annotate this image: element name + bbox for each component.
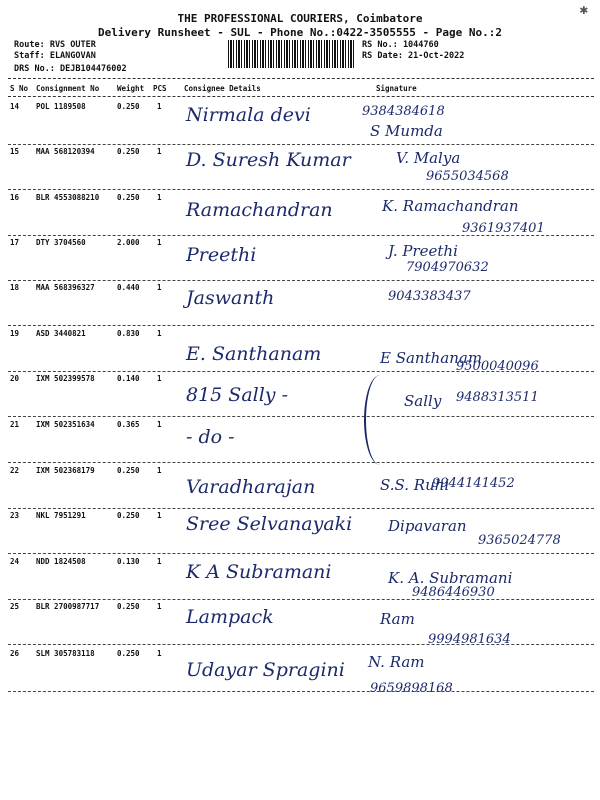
- cell-cons: IXM 502368179: [36, 466, 95, 475]
- cell-weight: 0.250: [117, 511, 140, 520]
- cell-sno: 25: [10, 602, 20, 611]
- route-label: Route: RVS OUTER: [14, 40, 96, 50]
- consignee-name: - do -: [186, 426, 235, 448]
- row-separator: [8, 462, 594, 463]
- signature-text: S Mumda: [370, 122, 443, 140]
- cell-sno: 14: [10, 102, 20, 111]
- phone-number: 9043383437: [388, 289, 471, 304]
- cell-sno: 17: [10, 238, 20, 247]
- cell-cons: POL 1189508: [36, 102, 86, 111]
- signature-text: Sally: [404, 392, 442, 410]
- signature-text: Ram: [380, 610, 415, 628]
- cell-cons: ASD 3440821: [36, 329, 86, 338]
- cell-weight: 0.365: [117, 420, 140, 429]
- cell-pcs: 1: [157, 147, 162, 156]
- consignee-name: K A Subramani: [186, 561, 332, 583]
- col-sno: S No: [10, 84, 29, 93]
- cell-sno: 26: [10, 649, 20, 658]
- cell-cons: DTY 3704560: [36, 238, 86, 247]
- signature-text: N. Ram: [368, 653, 425, 671]
- cell-weight: 0.250: [117, 649, 140, 658]
- row-separator: [8, 280, 594, 281]
- staff-label: Staff: ELANGOVAN: [14, 51, 96, 61]
- consignee-name: Jaswanth: [186, 287, 275, 309]
- cell-pcs: 1: [157, 102, 162, 111]
- cell-weight: 0.250: [117, 102, 140, 111]
- cell-cons: BLR 4553088210: [36, 193, 100, 202]
- cell-cons: MAA 568396327: [36, 283, 95, 292]
- cell-sno: 23: [10, 511, 20, 520]
- cell-weight: 0.130: [117, 557, 140, 566]
- cell-sno: 19: [10, 329, 20, 338]
- cell-pcs: 1: [157, 329, 162, 338]
- cell-sno: 21: [10, 420, 20, 429]
- cell-pcs: 1: [157, 283, 162, 292]
- row-separator: [8, 644, 594, 645]
- consignee-name: Nirmala devi: [186, 104, 311, 126]
- cell-sno: 18: [10, 283, 20, 292]
- signature-text: K. A. Subramani: [388, 569, 513, 587]
- signature-text: V. Malya: [396, 149, 461, 167]
- phone-number: 9659898168: [370, 681, 453, 696]
- cell-pcs: 1: [157, 238, 162, 247]
- consignee-name: Preethi: [186, 244, 257, 266]
- phone-number: 7904970632: [406, 260, 489, 275]
- header-rule-top: [8, 78, 594, 79]
- consignee-name: D. Suresh Kumar: [186, 149, 351, 171]
- row-separator: [8, 416, 594, 417]
- cell-weight: 0.250: [117, 193, 140, 202]
- cell-sno: 22: [10, 466, 20, 475]
- signature-text: J. Preethi: [388, 242, 458, 260]
- bracket-mark: [364, 375, 396, 465]
- signature-text: K. Ramachandran: [382, 197, 519, 215]
- cell-weight: 0.250: [117, 147, 140, 156]
- phone-number: 9500040096: [456, 359, 539, 374]
- cell-pcs: 1: [157, 374, 162, 383]
- col-consignee: Consignee Details: [184, 84, 261, 93]
- row-separator: [8, 144, 594, 145]
- rs-date: RS Date: 21-Oct-2022: [362, 51, 465, 61]
- cell-pcs: 1: [157, 649, 162, 658]
- drs-number: DRS No.: DEJB104476002: [14, 64, 127, 74]
- phone-number: 9655034568: [426, 169, 509, 184]
- cell-pcs: 1: [157, 420, 162, 429]
- cell-cons: IXM 502351634: [36, 420, 95, 429]
- cell-pcs: 1: [157, 193, 162, 202]
- consignee-name: Udayar Spragini: [186, 659, 345, 681]
- cell-pcs: 1: [157, 466, 162, 475]
- phone-number: 9361937401: [462, 221, 545, 236]
- phone-number: 9944141452: [432, 476, 515, 491]
- row-separator: [8, 235, 594, 236]
- signature-text: S.S. Ruhi: [380, 476, 450, 494]
- consignee-name: E. Santhanam: [186, 343, 322, 365]
- signature-text: Dipavaran: [388, 517, 467, 535]
- document-subtitle: Delivery Runsheet - SUL - Phone No.:0422-3505555 - Page No.:2: [98, 26, 502, 39]
- cell-cons: BLR 2700987717: [36, 602, 100, 611]
- signature-text: E Santhanam: [380, 349, 483, 367]
- cell-sno: 20: [10, 374, 20, 383]
- document-title: THE PROFESSIONAL COURIERS, Coimbatore: [177, 12, 423, 25]
- cell-weight: 0.250: [117, 602, 140, 611]
- cell-weight: 0.830: [117, 329, 140, 338]
- cell-weight: 0.140: [117, 374, 140, 383]
- consignee-name: 815 Sally -: [186, 384, 288, 406]
- consignee-name: Ramachandran: [186, 199, 333, 221]
- cell-sno: 24: [10, 557, 20, 566]
- col-consignment: Consignment No: [36, 84, 100, 93]
- row-separator: [8, 325, 594, 326]
- header-rule-bottom: [8, 96, 594, 97]
- row-separator: [8, 553, 594, 554]
- cell-sno: 16: [10, 193, 20, 202]
- phone-number: 9384384618: [362, 104, 445, 119]
- cell-pcs: 1: [157, 602, 162, 611]
- barcode: [228, 40, 356, 68]
- cell-weight: 0.250: [117, 466, 140, 475]
- consignee-name: Lampack: [186, 606, 274, 628]
- cell-cons: NDD 1824508: [36, 557, 86, 566]
- cell-weight: 0.440: [117, 283, 140, 292]
- rs-number: RS No.: 1044760: [362, 40, 439, 50]
- phone-number: 9488313511: [456, 390, 539, 405]
- row-separator: [8, 371, 594, 372]
- cell-weight: 2.000: [117, 238, 140, 247]
- col-pcs: PCS: [153, 84, 167, 93]
- cell-pcs: 1: [157, 511, 162, 520]
- cell-sno: 15: [10, 147, 20, 156]
- col-weight: Weight: [117, 84, 145, 93]
- cell-pcs: 1: [157, 557, 162, 566]
- row-separator: [8, 599, 594, 600]
- cell-cons: MAA 568120394: [36, 147, 95, 156]
- consignee-name: Sree Selvanayaki: [186, 513, 353, 535]
- row-separator: [8, 189, 594, 190]
- consignee-name: Varadharajan: [186, 476, 316, 498]
- row-separator: [8, 691, 594, 692]
- col-signature: Signature: [376, 84, 417, 93]
- cell-cons: IXM 502399578: [36, 374, 95, 383]
- phone-number: 9365024778: [478, 533, 561, 548]
- phone-number: 9994981634: [428, 632, 511, 647]
- phone-number: 9486446930: [412, 585, 495, 600]
- cell-cons: NKL 7951291: [36, 511, 86, 520]
- corner-scribble-icon: ✱: [579, 2, 588, 18]
- row-separator: [8, 508, 594, 509]
- cell-cons: SLM 305783118: [36, 649, 95, 658]
